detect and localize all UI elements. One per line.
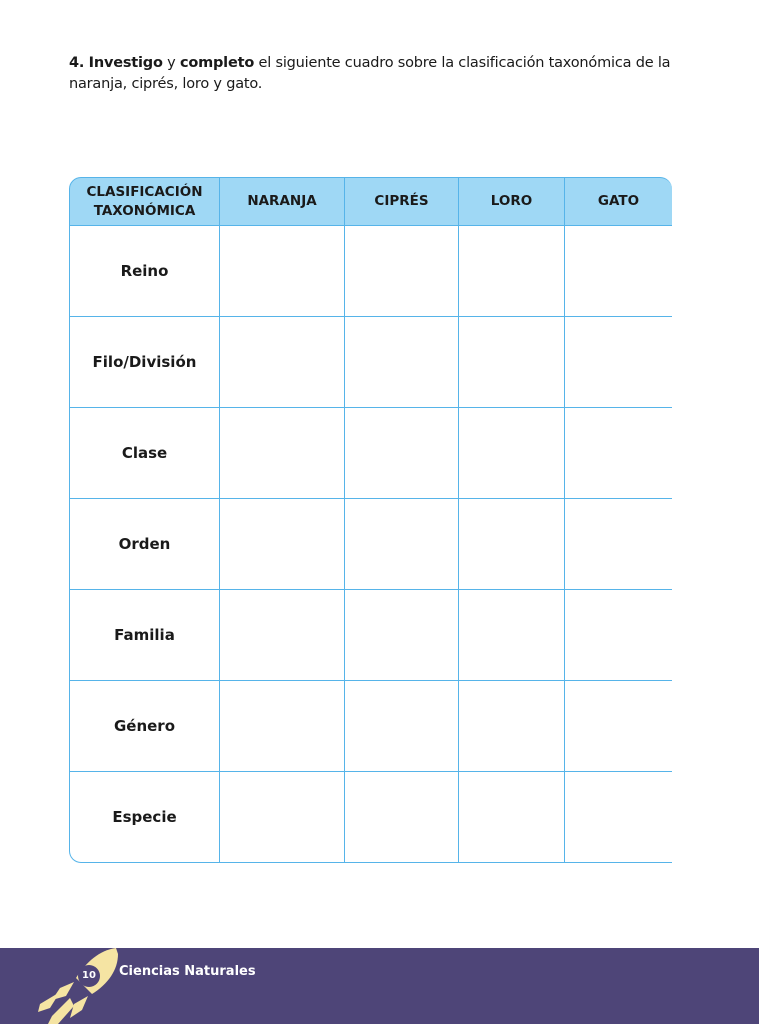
cell-filo-loro[interactable] [459, 317, 565, 408]
instruction-connector: y [167, 55, 176, 71]
cell-reino-naranja[interactable] [220, 226, 345, 317]
cell-familia-naranja[interactable] [220, 590, 345, 681]
table-row-especie [69, 772, 672, 863]
table-row-orden [69, 499, 672, 590]
row-label-especie: Especie [69, 772, 220, 863]
page-number: 10 [78, 965, 100, 987]
activity-instruction [69, 53, 689, 95]
cell-familia-gato[interactable] [565, 590, 672, 681]
cell-orden-gato[interactable] [565, 499, 672, 590]
header-naranja: NARANJA [220, 177, 345, 226]
table-header-row [69, 177, 672, 226]
row-label-familia: Familia [69, 590, 220, 681]
footer-band [0, 948, 759, 1024]
cell-especie-gato[interactable] [565, 772, 672, 863]
table-row-clase [69, 408, 672, 499]
cell-filo-naranja[interactable] [220, 317, 345, 408]
cell-especie-loro[interactable] [459, 772, 565, 863]
cell-genero-loro[interactable] [459, 681, 565, 772]
cell-familia-loro[interactable] [459, 590, 565, 681]
cell-clase-cipres[interactable] [345, 408, 459, 499]
instruction-verb-2: completo [179, 55, 255, 71]
cell-genero-naranja[interactable] [220, 681, 345, 772]
instruction-verb-1: Investigo [88, 55, 163, 71]
cell-orden-cipres[interactable] [345, 499, 459, 590]
row-label-orden: Orden [69, 499, 220, 590]
cell-clase-gato[interactable] [565, 408, 672, 499]
cell-especie-naranja[interactable] [220, 772, 345, 863]
table-row-reino [69, 226, 672, 317]
cell-genero-cipres[interactable] [345, 681, 459, 772]
header-gato: GATO [565, 177, 672, 226]
cell-reino-gato[interactable] [565, 226, 672, 317]
cell-reino-loro[interactable] [459, 226, 565, 317]
cell-filo-cipres[interactable] [345, 317, 459, 408]
row-label-reino: Reino [69, 226, 220, 317]
cell-orden-loro[interactable] [459, 499, 565, 590]
cell-especie-cipres[interactable] [345, 772, 459, 863]
instruction-text: el siguiente cuadro sobre la clasificación taxonómica de la naranja, ciprés, loro y gato. [69, 55, 671, 92]
row-label-clase: Clase [69, 408, 220, 499]
rocket-icon [30, 948, 130, 1024]
cell-orden-naranja[interactable] [220, 499, 345, 590]
cell-filo-gato[interactable] [565, 317, 672, 408]
cell-reino-cipres[interactable] [345, 226, 459, 317]
cell-familia-cipres[interactable] [345, 590, 459, 681]
header-classification: CLASIFICACIÓN TAXONÓMICA [69, 177, 220, 226]
table-row-genero [69, 681, 672, 772]
cell-genero-gato[interactable] [565, 681, 672, 772]
row-label-genero: Género [69, 681, 220, 772]
cell-clase-naranja[interactable] [220, 408, 345, 499]
taxonomy-table [69, 177, 672, 863]
activity-number: 4. [69, 55, 85, 71]
row-label-filo: Filo/División [69, 317, 220, 408]
cell-clase-loro[interactable] [459, 408, 565, 499]
table-row-filo [69, 317, 672, 408]
footer-subject: Ciencias Naturales [119, 964, 256, 979]
table-row-familia [69, 590, 672, 681]
header-cipres: CIPRÉS [345, 177, 459, 226]
header-loro: LORO [459, 177, 565, 226]
